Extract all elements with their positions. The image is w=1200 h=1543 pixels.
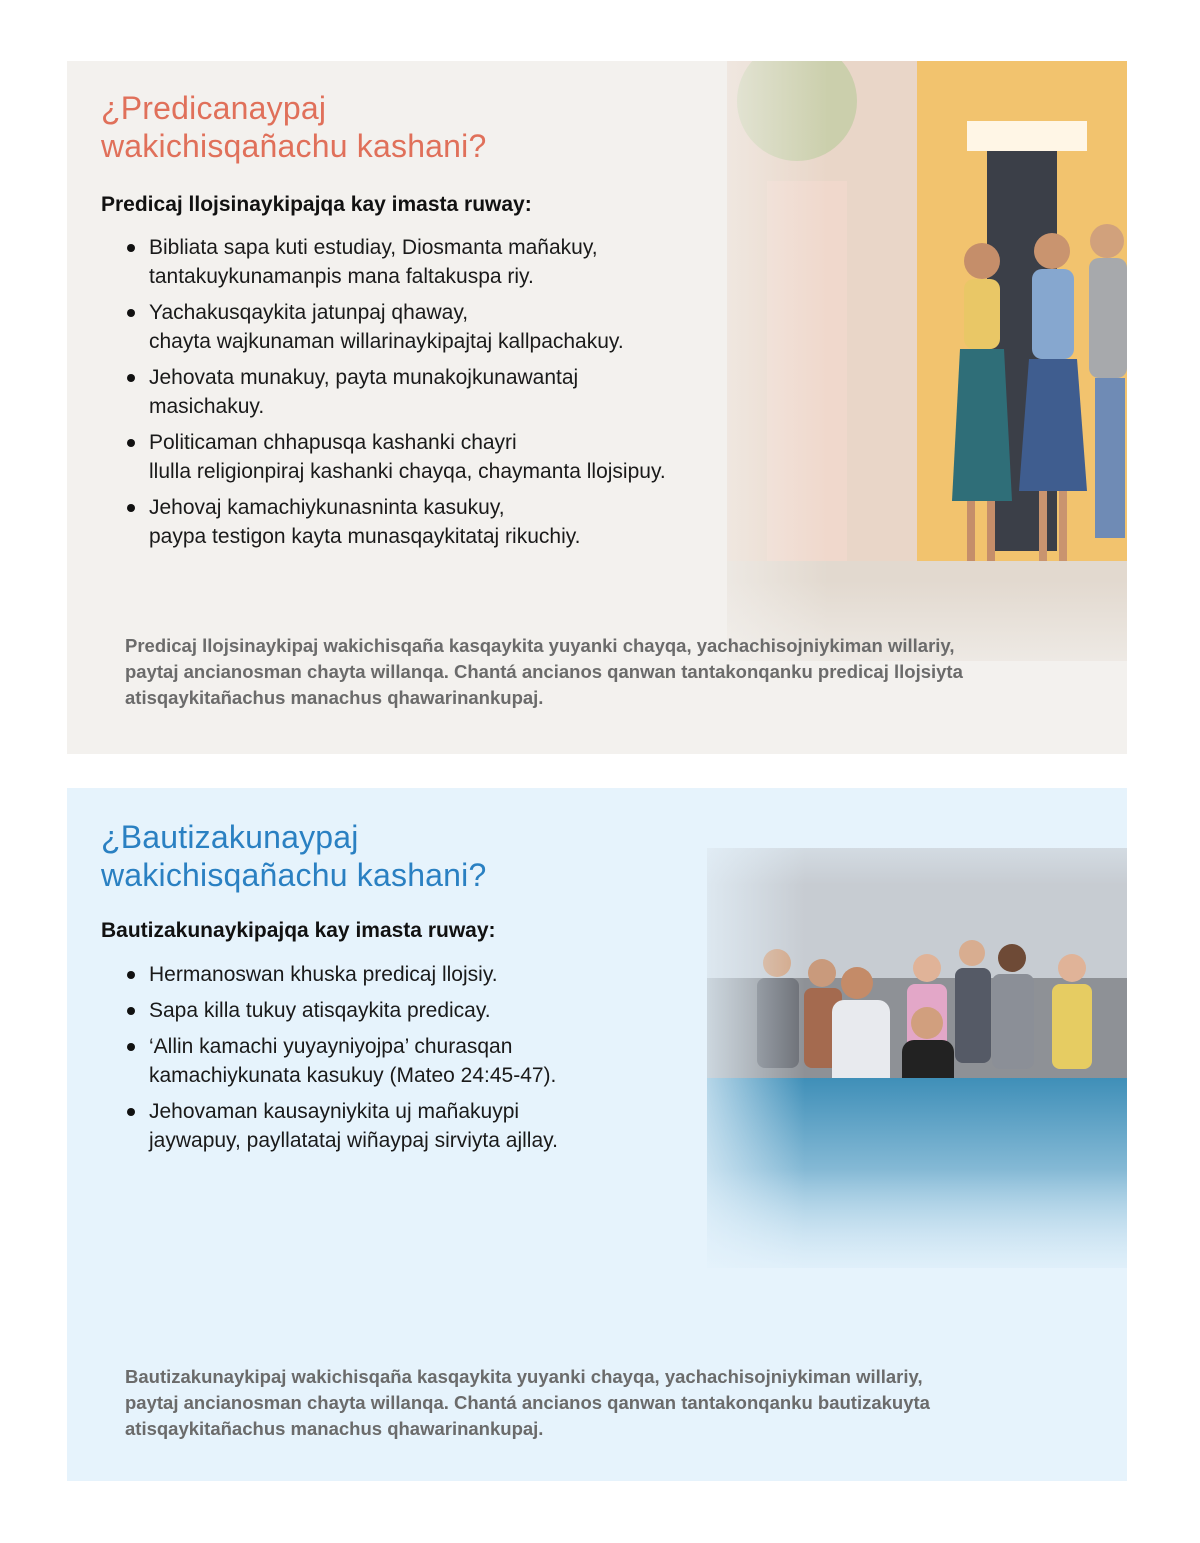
requirements-list (125, 233, 666, 558)
bullet-icon (127, 1007, 135, 1015)
title-line: wakichisqañachu kashani? (101, 857, 487, 893)
note-line: Bautizakunaykipaj wakichisqaña kasqaykita yuyanki chayqa, yachachisojniykiman willariy, (125, 1366, 923, 1387)
list-item (125, 1097, 558, 1155)
bullet-icon (127, 971, 135, 979)
item-line: Bibliata sapa kuti estudiay, Diosmanta mañakuy, (149, 236, 598, 259)
section-note (125, 1364, 1085, 1442)
item-line: kamachiykunata kasukuy (Mateo 24:45-47). (149, 1064, 557, 1087)
title-line: ¿Bautizakunaypaj (101, 819, 359, 855)
bullet-icon (127, 439, 135, 447)
item-line: paypa testigon kayta munasqaykitataj rikuchiy. (149, 525, 581, 548)
note-line: paytaj ancianosman chayta willanqa. Chantá ancianos qanwan tantakonqanku bautizakuyta (125, 1392, 930, 1413)
note-line: Predicaj llojsinaykipaj wakichisqaña kasqaykita yuyanki chayqa, yachachisojniykiman willariy, (125, 635, 955, 656)
item-line: Jehovata munakuy, payta munakojkunawantaj (149, 366, 579, 389)
item-line: Politicaman chhapusqa kashanki chayri (149, 431, 517, 454)
note-line: atisqaykitañachus manachus qhawarinankupaj. (125, 1418, 544, 1439)
item-line: ‘Allin kamachi yuyayniyojpa’ churasqan (149, 1035, 513, 1058)
item-line: Yachakusqaykita jatunpaj qhaway, (149, 301, 469, 324)
list-item (125, 493, 666, 551)
requirements-list (125, 960, 558, 1162)
list-item (125, 428, 666, 486)
list-item (125, 363, 666, 421)
title-line: wakichisqañachu kashani? (101, 128, 487, 164)
list-item (125, 298, 666, 356)
title-line: ¿Predicanaypaj (101, 90, 327, 126)
item-line: Hermanoswan khuska predicaj llojsiy. (149, 963, 498, 986)
item-line: Jehovaman kausayniykita uj mañakuypi (149, 1100, 520, 1123)
section-subheading: Bautizakunaykipajqa kay imasta ruway: (101, 919, 496, 942)
item-line: masichakuy. (149, 395, 265, 418)
note-line: paytaj ancianosman chayta willanqa. Chantá ancianos qanwan tantakonqanku predicaj llojsiyta (125, 661, 963, 682)
section-title (101, 818, 487, 894)
list-item (125, 960, 558, 989)
note-line: atisqaykitañachus manachus qhawarinankupaj. (125, 687, 544, 708)
bullet-icon (127, 244, 135, 252)
bullet-icon (127, 374, 135, 382)
item-line: Jehovaj kamachiykunasninta kasukuy, (149, 496, 505, 519)
bullet-icon (127, 1108, 135, 1116)
section-title (101, 89, 487, 165)
section-note (125, 633, 1085, 711)
bullet-icon (127, 309, 135, 317)
item-line: Sapa killa tukuy atisqaykita predicay. (149, 999, 491, 1022)
bullet-icon (127, 1043, 135, 1051)
item-line: jaywapuy, payllatataj wiñaypaj sirviyta ajllay. (149, 1129, 558, 1152)
bullet-icon (127, 504, 135, 512)
list-item (125, 1032, 558, 1090)
item-line: tantakuykunamanpis mana faltakuspa riy. (149, 265, 534, 288)
preaching-readiness-card (67, 61, 1127, 754)
item-line: chayta wajkunaman willarinaykipajtaj kallpachakuy. (149, 330, 624, 353)
section-subheading: Predicaj llojsinaykipajqa kay imasta ruway: (101, 193, 532, 216)
list-item (125, 233, 666, 291)
list-item (125, 996, 558, 1025)
baptism-readiness-card (67, 788, 1127, 1481)
item-line: llulla religionpiraj kashanki chayqa, chaymanta llojsipuy. (149, 460, 666, 483)
